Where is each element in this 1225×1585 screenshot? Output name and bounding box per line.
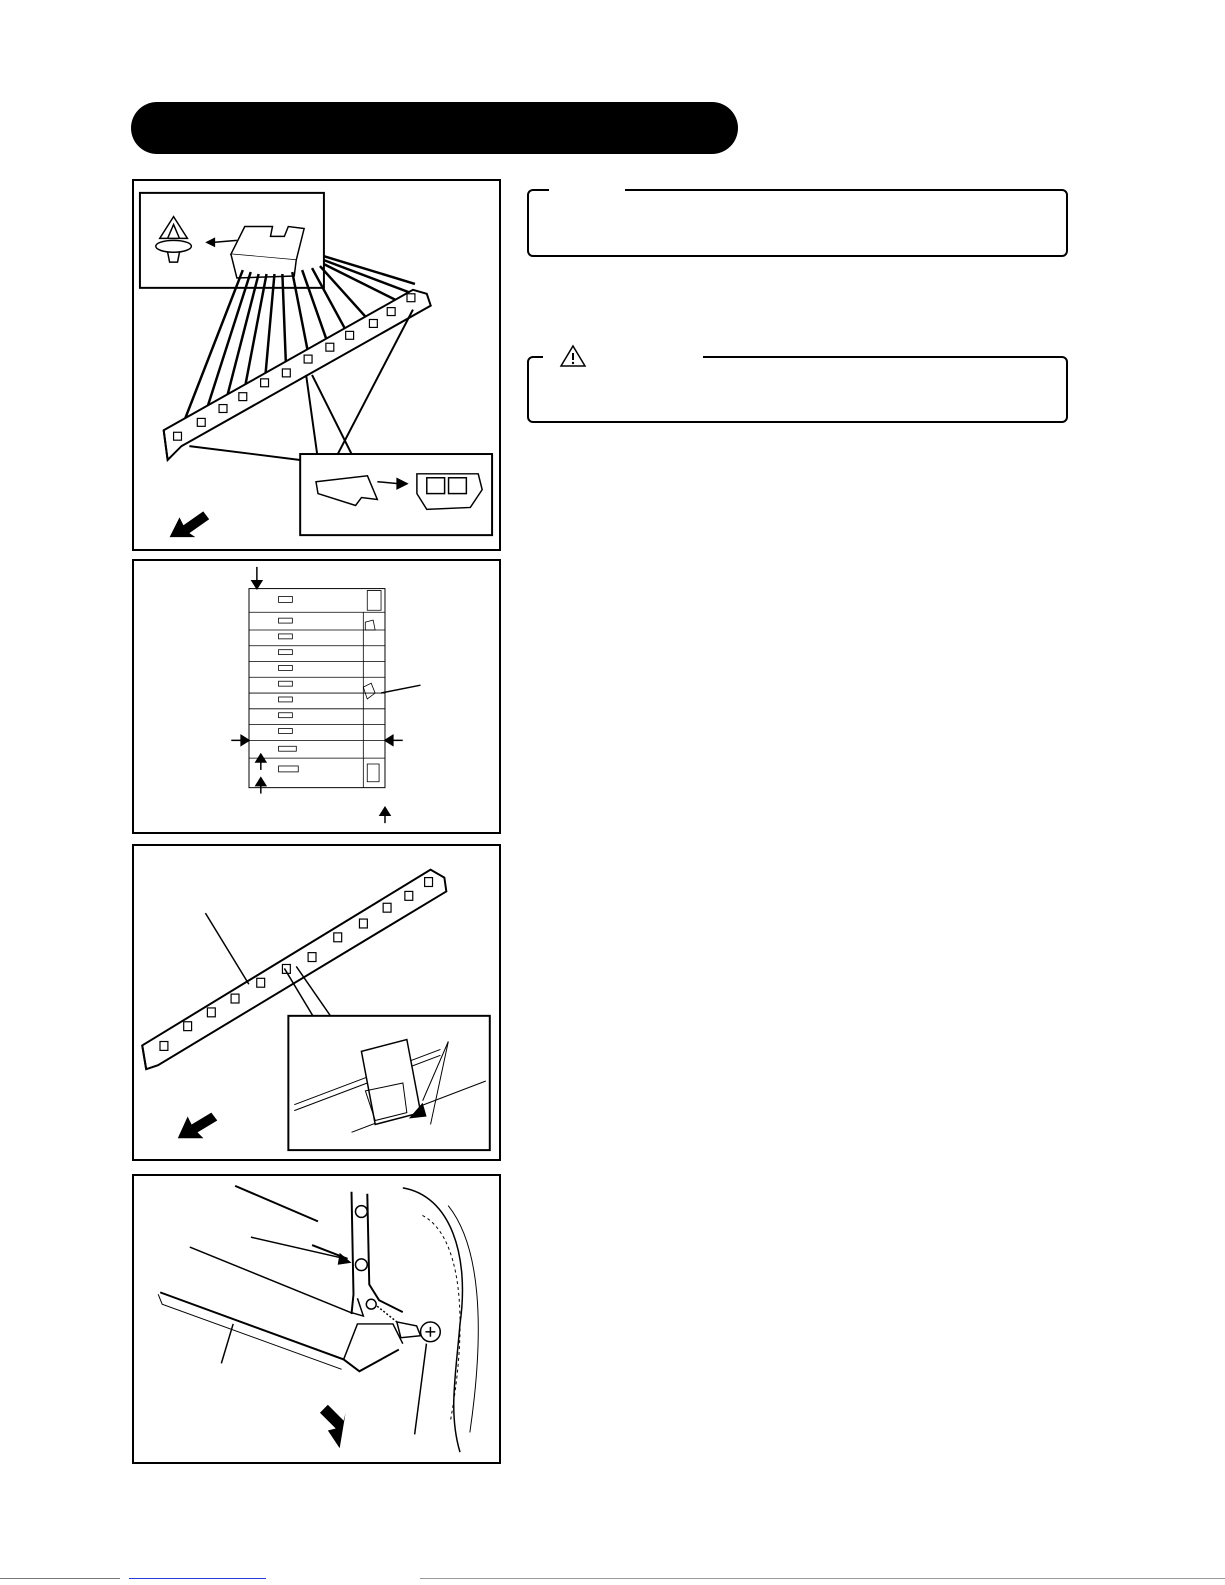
clip-layout-drawing [134,561,499,832]
direction-arrow-icon [178,1113,217,1139]
detail-inset [288,1016,489,1150]
clip-removal-drawing [134,181,499,549]
figure-moulding-installation [132,844,501,1161]
figure-clip-layout [132,559,501,834]
footer-link-line [129,1578,266,1579]
moulding-installation-drawing [134,846,499,1159]
direction-arrow-icon [320,1405,346,1448]
screw-detail-drawing [134,1176,499,1462]
hint-tab [549,189,625,191]
footer-rule-right [420,1578,1225,1579]
caution-box [527,356,1068,423]
warning-triangle-icon [559,344,587,368]
figure-screw-detail [132,1174,501,1464]
hint-box [527,189,1068,257]
figure-clip-removal [132,179,501,551]
section-title-bar [131,102,738,154]
direction-arrow-icon [170,511,210,537]
footer-rule-left [0,1578,120,1579]
